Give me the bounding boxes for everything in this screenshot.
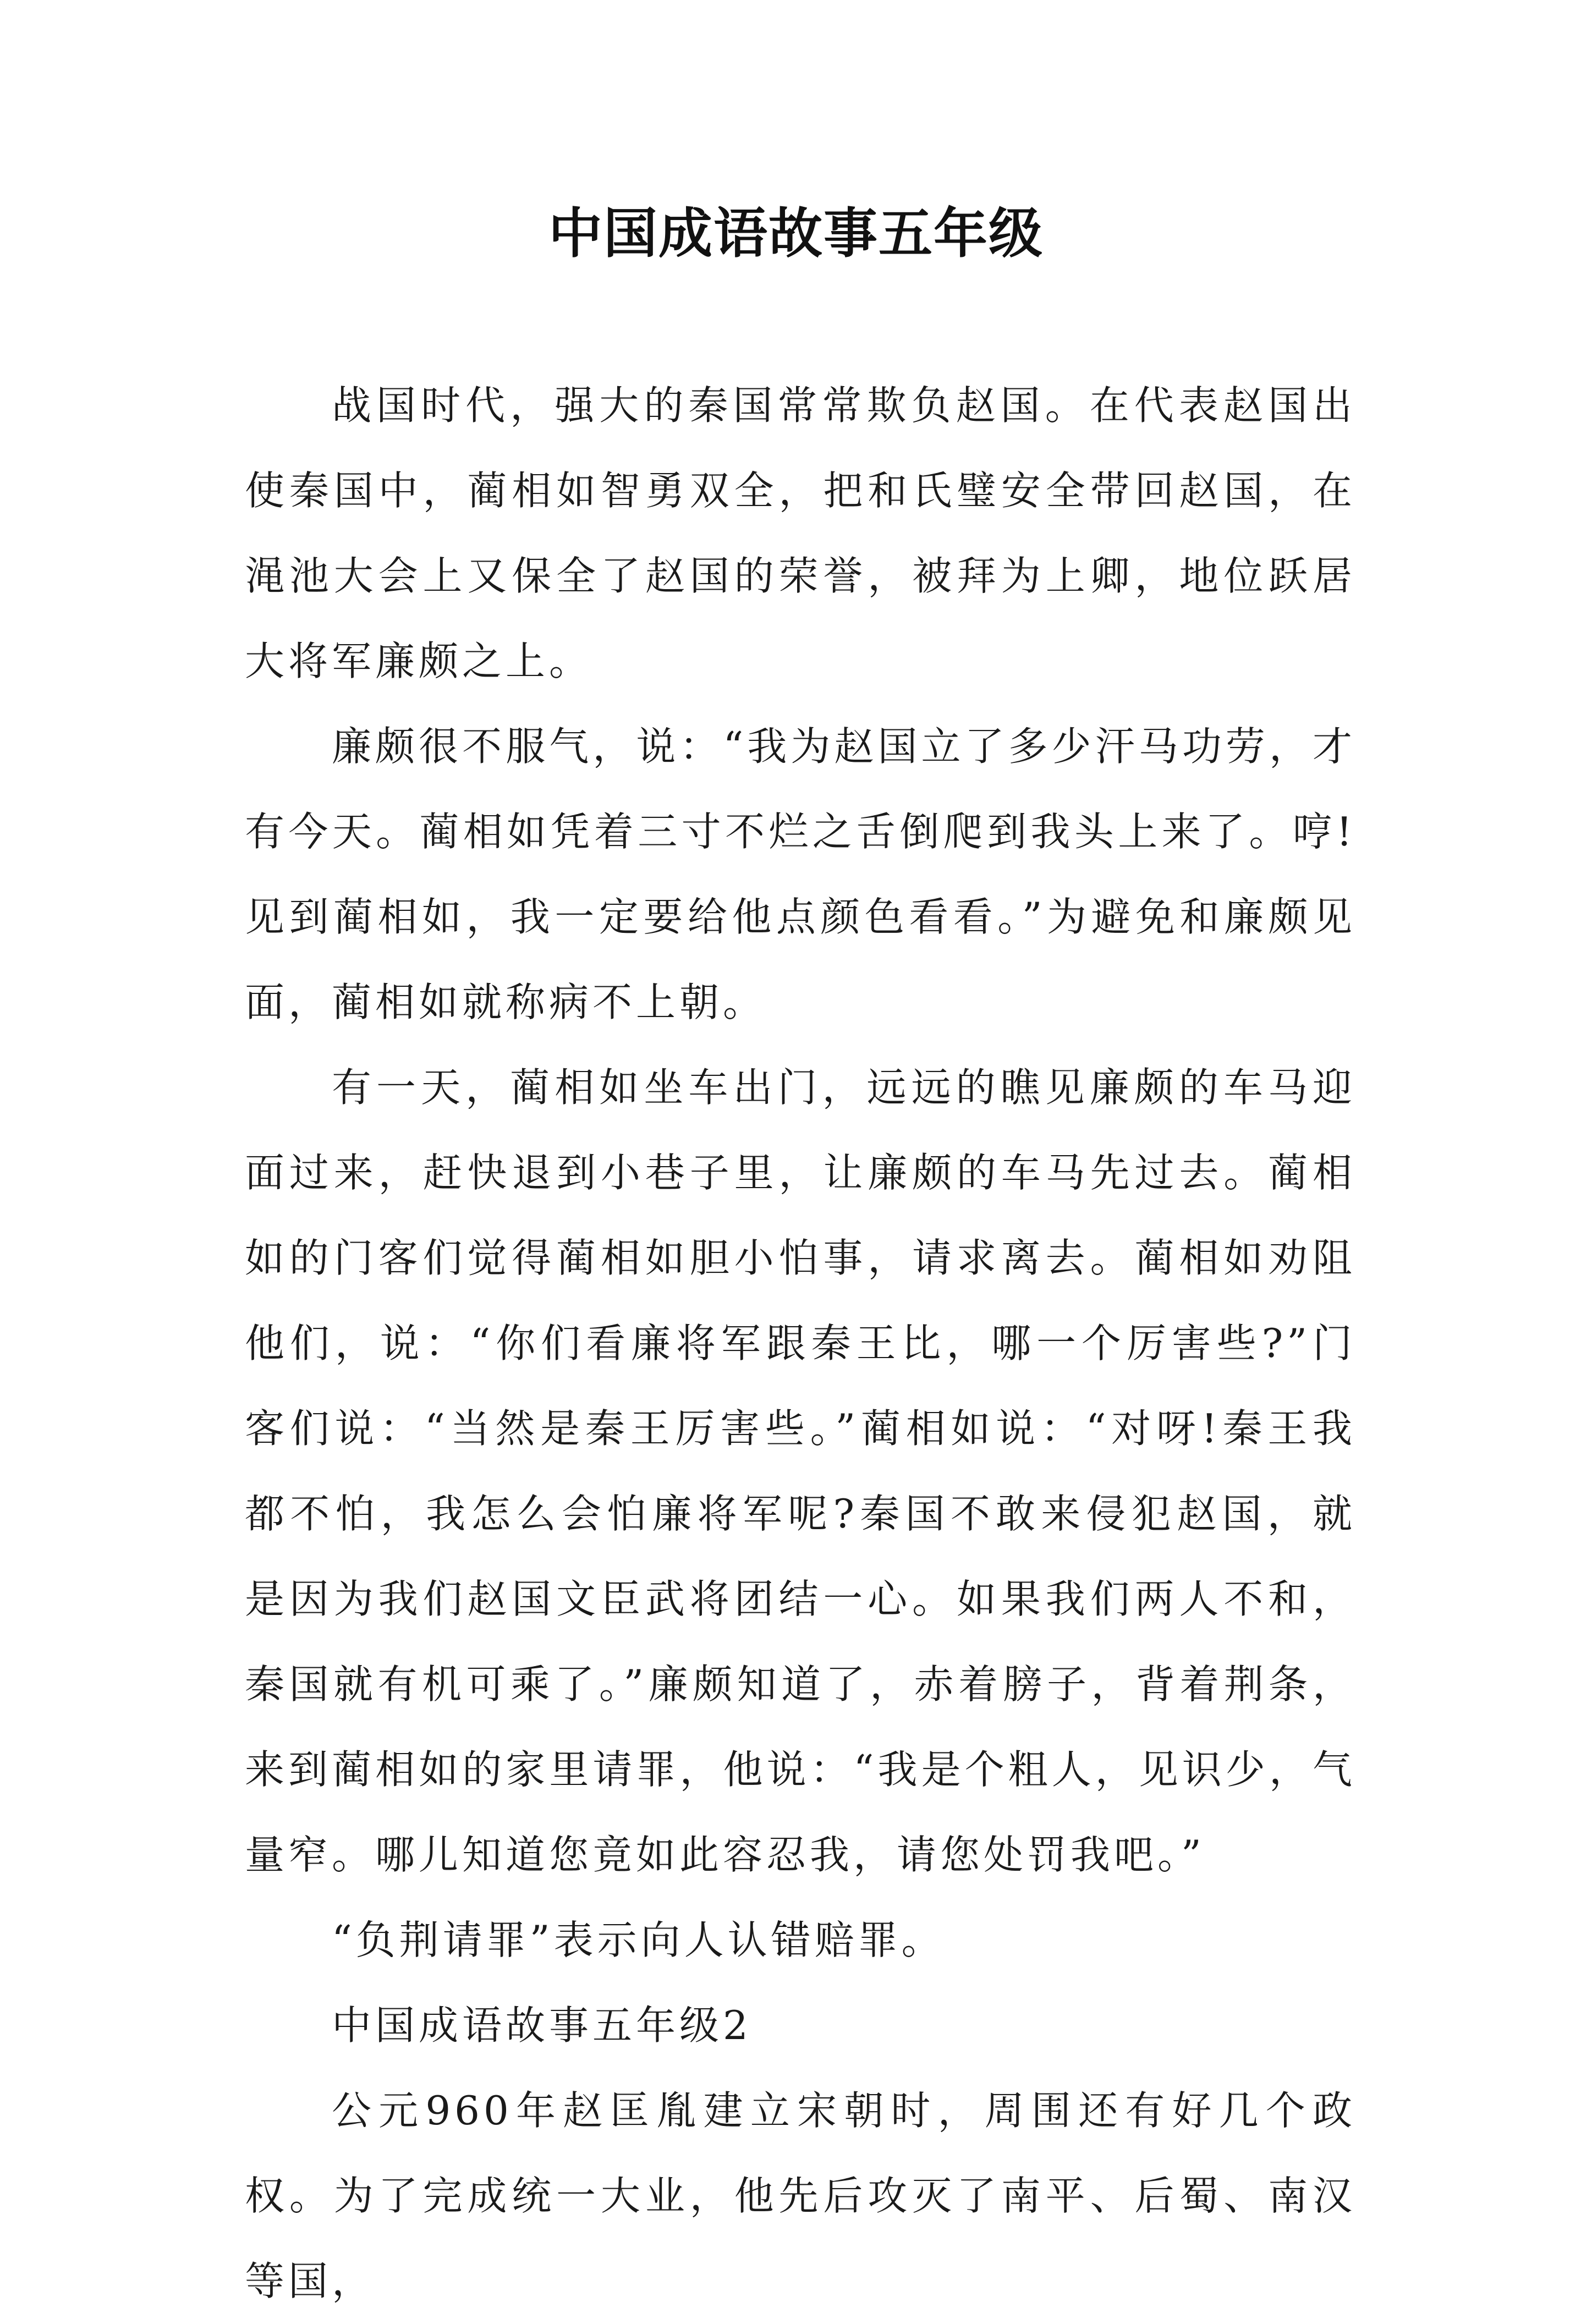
paragraph: 廉颇很不服气，说：“我为赵国立了多少汗马功劳，才有今天。蔺相如凭着三寸不烂之舌倒爬到我头上来了。哼!见到蔺相如，我一定要给他点颜色看看。”为避免和廉颇见面，蔺相如就称病不上朝。 xyxy=(245,723,1356,1025)
document-body xyxy=(245,363,1356,2324)
paragraph: 有一天，蔺相如坐车出门，远远的瞧见廉颇的车马迎面过来，赶快退到小巷子里，让廉颇的车马先过去。蔺相如的门客们觉得蔺相如胆小怕事，请求离去。蔺相如劝阻他们，说：“你们看廉将军跟秦王比，哪一个厉害些?”门客们说：“当然是秦王厉害些。”蔺相如说：“对呀!秦王我都不怕，我怎么会怕廉将军呢?秦国不敢来侵犯赵国，就是因为我们赵国文臣武将团结一心。如果我们两人不和，秦国就有机可乘了。”廉颇知道了，赤着膀子，背着荆条，来到蔺相如的家里请罪，他说：“我是个粗人，见识少，气量窄。哪儿知道您竟如此容忍我，请您处罚我吧。” xyxy=(245,1064,1356,1878)
paragraph: 公元960年赵匡胤建立宋朝时，周围还有好几个政权。为了完成统一大业，他先后攻灭了南平、后蜀、南汉等国， xyxy=(245,2087,1356,2304)
section-heading: 中国成语故事五年级2 xyxy=(332,2002,752,2048)
paragraph: 战国时代，强大的秦国常常欺负赵国。在代表赵国出使秦国中，蔺相如智勇双全，把和氏璧安全带回赵国，在渑池大会上又保全了赵国的荣誉，被拜为上卿，地位跃居大将军廉颇之上。 xyxy=(245,382,1356,684)
document-title: 中国成语故事五年级 xyxy=(548,202,1044,265)
paragraph: “负荆请罪”表示向人认错赔罪。 xyxy=(332,1917,945,1963)
